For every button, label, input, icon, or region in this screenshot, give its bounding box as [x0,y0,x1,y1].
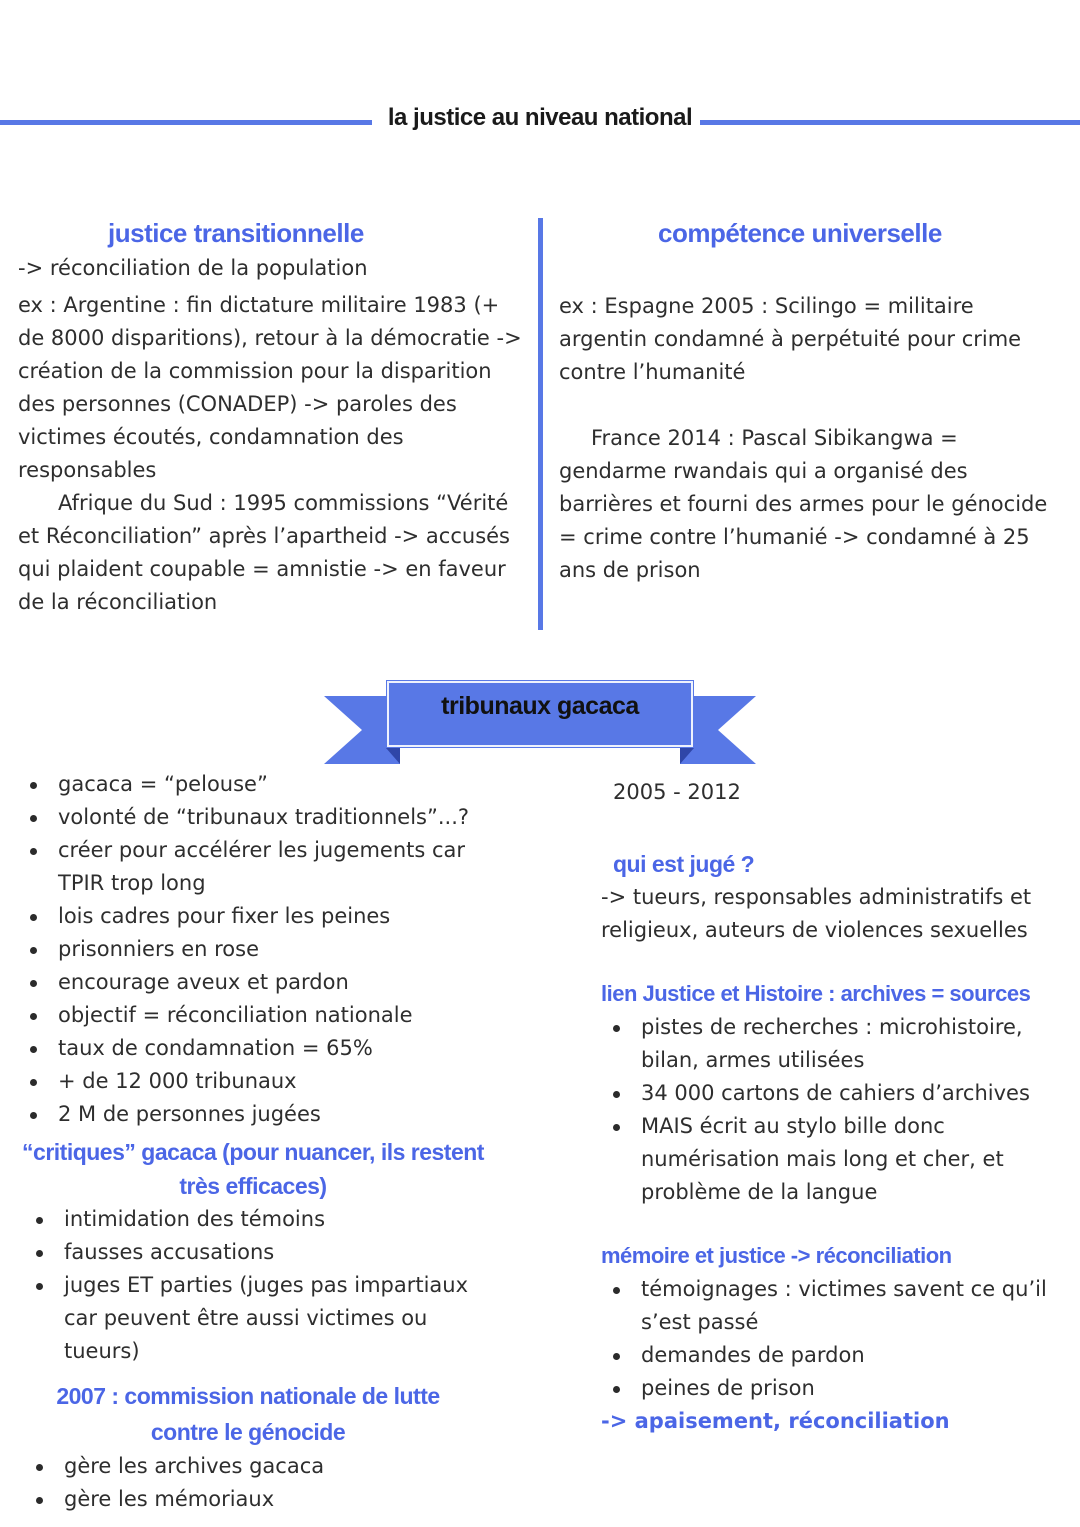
memoire-conclusion: -> apaisement, réconciliation [601,1409,950,1433]
dates-range: 2005 - 2012 [613,780,741,804]
critiques-list-item: juges ET parties (juges pas impartiaux car peuvent être aussi victimes ou tueurs) [24,1269,498,1368]
left-heading: justice transitionnelle [108,218,364,248]
lien-list-item: 34 000 cartons de cahiers d’archives [601,1077,1061,1110]
right-column [559,290,1059,587]
commission-list-item: gère les archives gacaca [24,1450,498,1483]
memoire-list [601,1273,1061,1405]
memoire-list-item: peines de prison [601,1372,1061,1405]
qui-juge-text: -> tueurs, responsables administratifs et religieux, auteurs de violences sexuelles [601,885,1032,942]
gacaca-list-item: encourage aveux et pardon [18,966,498,999]
lien-list-item: pistes de recherches : microhistoire, bilan, armes utilisées [601,1011,1061,1077]
memoire-list-item: demandes de pardon [601,1339,1061,1372]
commission-list-item: gère les mémoriaux [24,1483,498,1516]
left-paragraph-afrique: Afrique du Sud : 1995 commissions “Vérité et Réconciliation” après l’apartheid -> accusés qui plaident coupable = amnistie -> en faveur de la réconciliation [18,491,510,614]
page-title: la justice au niveau national [387,104,693,131]
left-column [18,252,528,619]
gacaca-list-item: + de 12 000 tribunaux [18,1065,498,1098]
gacaca-list [18,768,498,1131]
critiques-heading: “critiques” gacaca (pour nuancer, ils restent très efficaces) [22,1139,484,1199]
critiques-list [24,1203,498,1368]
banner-label: tribunaux gacaca [441,692,639,720]
gacaca-list-item: taux de condamnation = 65% [18,1032,498,1065]
gacaca-list-item: créer pour accélérer les jugements car TPIR trop long [18,834,498,900]
gacaca-list-item: lois cadres pour fixer les peines [18,900,498,933]
gacaca-right-column [601,776,1061,1438]
gacaca-list-item: prisonniers en rose [18,933,498,966]
right-paragraph-france: France 2014 : Pascal Sibikangwa = gendarme rwandais qui a organisé des barrières et fourni des armes pour le génocide = crime contre l’humanié -> condamné à 25 ans de prison [559,426,1048,582]
memoire-heading: mémoire et justice -> réconciliation [601,1243,952,1268]
gacaca-list-item: objectif = réconciliation nationale [18,999,498,1032]
right-heading: compétence universelle [658,218,942,248]
gacaca-list-item: volonté de “tribunaux traditionnels”...? [18,801,498,834]
gacaca-list-item: 2 M de personnes jugées [18,1098,498,1131]
commission-heading: 2007 : commission nationale de lutte contre le génocide [56,1383,440,1445]
title-rule-left [0,120,372,125]
title-rule-right [700,120,1080,125]
qui-juge-heading: qui est jugé ? [613,851,755,877]
commission-list [24,1450,498,1516]
right-paragraph-espagne: ex : Espagne 2005 : Scilingo = militaire argentin condamné à perpétuité pour crime contre l’humanité [559,294,1022,384]
gacaca-column [18,768,498,1516]
critiques-list-item: intimidation des témoins [24,1203,498,1236]
ribbon-banner [320,676,760,768]
left-paragraph-argentine: ex : Argentine : fin dictature militaire 1983 (+ de 8000 disparitions), retour à la démocratie -> création de la commission pour la disparition des personnes (CONADEP) -> paroles des victimes écoutés, condamnation des responsables [18,293,522,482]
lien-list [601,1011,1061,1209]
critiques-list-item: fausses accusations [24,1236,498,1269]
column-divider [538,218,543,630]
gacaca-list-item: gacaca = “pelouse” [18,768,498,801]
memoire-list-item: témoignages : victimes savent ce qu’il s’est passé [601,1273,1061,1339]
lien-list-item: MAIS écrit au stylo bille donc numérisation mais long et cher, et problème de la langue [601,1110,1061,1209]
lien-heading: lien Justice et Histoire : archives = sources [601,981,1031,1006]
left-subtitle: -> réconciliation de la population [18,256,368,280]
